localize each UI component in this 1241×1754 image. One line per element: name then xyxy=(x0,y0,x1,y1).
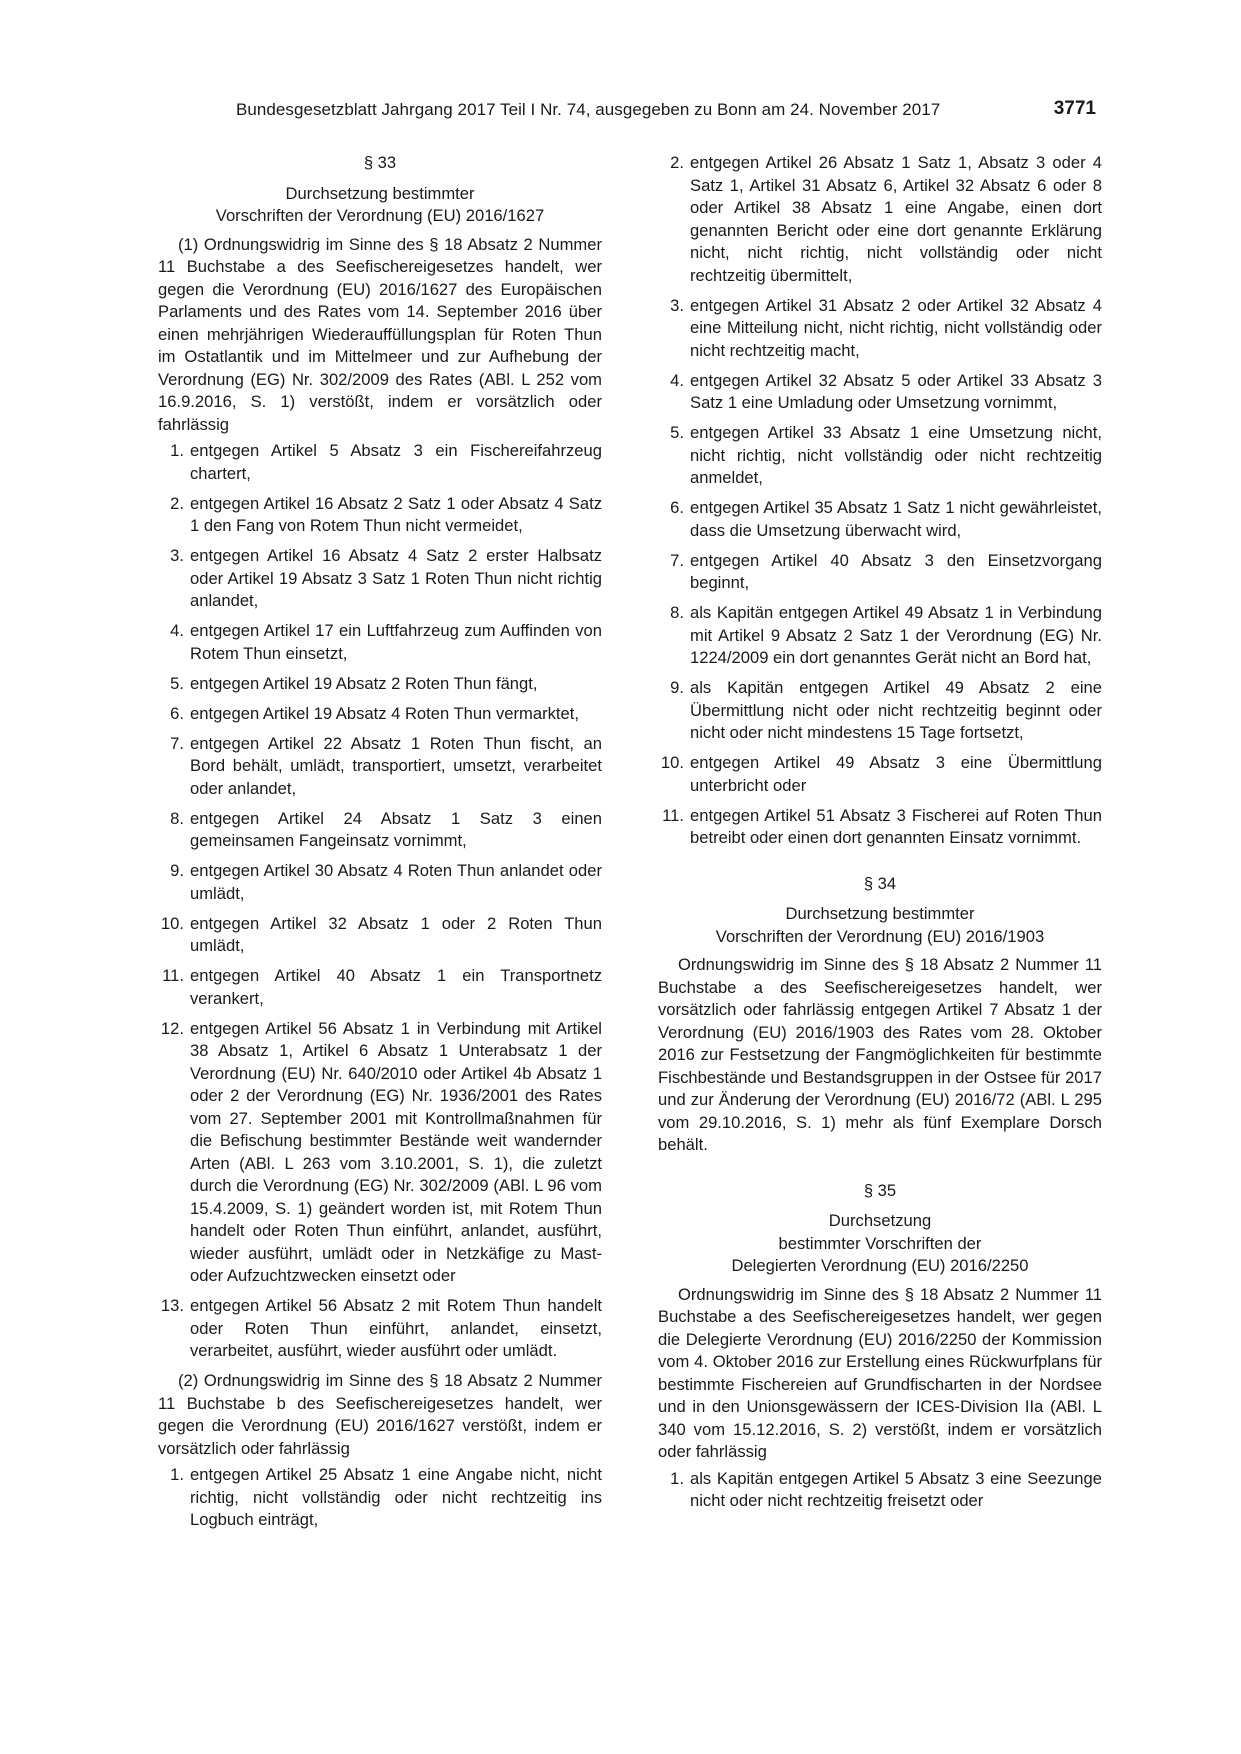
section-35-paragraph: Ordnungswidrig im Sinne des § 18 Absatz 2 Nummer 11 Buchstabe a des Seefischereigesetzes handelt, wer gegen die Delegierte Verordnung (EU) 2016/2250 der Kommission vom 4. Oktober 2016 zur Erstellung eines Rückwurfplans für bestimmte Fischereien auf Grundfischarten in der Nordsee und in den Unionsgewässern der ICES-Division IIa (ABl. L 340 vom 15.12.2016, S. 2) verstößt, indem er vorsätzlich oder fahrlässig xyxy=(658,1284,1102,1461)
list-item-text: entgegen Artikel 31 Absatz 2 oder Artikel 32 Absatz 4 eine Mitteilung nicht, nicht richtig, nicht vollständig oder nicht rechtzeitig macht, xyxy=(690,295,1102,360)
section-34-paragraph: Ordnungswidrig im Sinne des § 18 Absatz 2 Nummer 11 Buchstabe a des Seefischereigesetzes handelt, wer vorsätzlich oder fahrlässig entgegen Artikel 7 Absatz 1 der Verordnung (EU) 2016/1903 des Rates vom 28. Oktober 2016 zur Festsetzung der Fangmöglichkeiten für bestimmte Fischbestände und Bestandsgruppen in der Ostsee für 2017 und zur Änderung der Verordnung (EU) 2016/72 (ABl. L 295 vom 29.10.2016, S. 1) mehr als fünf Exemplare Dorsch behält. xyxy=(658,955,1102,1154)
section-33-title-line-2: Vorschriften der Verordnung (EU) 2016/1627 xyxy=(215,206,545,225)
list-item xyxy=(158,1464,602,1532)
list-item-number: 5. xyxy=(170,673,184,693)
section-33-title-line-1: Durchsetzung bestimmter xyxy=(285,183,475,203)
list-item-text: entgegen Artikel 5 Absatz 3 ein Fischereifahrzeug chartert, xyxy=(190,441,602,483)
list-item xyxy=(658,422,1102,490)
list-item-text: entgegen Artikel 32 Absatz 1 oder 2 Roten Thun umlädt, xyxy=(190,913,602,955)
list-item-text: entgegen Artikel 19 Absatz 2 Roten Thun fängt, xyxy=(190,673,538,693)
left-column xyxy=(158,152,602,1539)
section-35-title-line-3: Delegierten Verordnung (EU) 2016/2250 xyxy=(731,1256,1029,1275)
list-item-text: entgegen Artikel 19 Absatz 4 Roten Thun vermarktet, xyxy=(190,703,579,723)
list-item xyxy=(158,620,602,665)
section-33-p1-list xyxy=(158,440,602,1363)
list-item-text: als Kapitän entgegen Artikel 49 Absatz 1 in Verbindung mit Artikel 9 Absatz 2 Satz 1 der Verordnung (EG) Nr. 1224/2009 ein dort genanntes Gerät nicht an Bord hat, xyxy=(690,603,1102,667)
page-header xyxy=(158,98,1096,126)
list-item xyxy=(158,673,602,696)
list-item xyxy=(158,733,602,801)
list-item-number: 9. xyxy=(670,678,684,697)
list-item-number: 11. xyxy=(662,805,684,825)
list-item-text: als Kapitän entgegen Artikel 5 Absatz 3 eine Seezunge nicht oder nicht rechtzeitig freisetzt oder xyxy=(690,1468,1102,1510)
list-item-number: 10. xyxy=(160,913,184,933)
list-item-text: entgegen Artikel 30 Absatz 4 Roten Thun anlandet oder umlädt, xyxy=(190,861,602,903)
list-item-number: 2. xyxy=(170,493,184,513)
list-item xyxy=(658,805,1102,850)
list-item-number: 10. xyxy=(660,753,684,772)
list-item-number: 12. xyxy=(160,1018,184,1038)
list-item-number: 4. xyxy=(670,370,684,390)
list-item-number: 4. xyxy=(170,621,184,640)
list-item-text: entgegen Artikel 24 Absatz 1 Satz 3 einen gemeinsamen Fangeinsatz vornimmt, xyxy=(190,808,602,850)
list-item-number: 5. xyxy=(670,423,684,442)
list-item-text: entgegen Artikel 56 Absatz 2 mit Rotem Thun handelt oder Roten Thun einführt, anlandet, einsetzt, verarbeitet, ausführt, wieder ausführt oder umlädt. xyxy=(190,1296,602,1360)
list-item-text: entgegen Artikel 33 Absatz 1 eine Umsetzung nicht, nicht richtig, nicht vollständig oder nicht rechtzeitig anmeldet, xyxy=(690,423,1102,487)
list-item-number: 3. xyxy=(170,546,184,565)
section-35-heading: § 35 xyxy=(863,1180,897,1200)
section-33-p2-list-right xyxy=(658,152,1102,850)
list-item-text: als Kapitän entgegen Artikel 49 Absatz 2 eine Übermittlung nicht oder nicht rechtzeitig beginnt oder nicht oder nicht mindestens 15 Tage fortsetzt, xyxy=(690,678,1102,742)
list-item-number: 1. xyxy=(170,1465,184,1484)
section-33-paragraph-1: (1) Ordnungswidrig im Sinne des § 18 Absatz 2 Nummer 11 Buchstabe a des Seefischereigesetzes handelt, wer gegen die Verordnung (EU) 2016/1627 des Europäischen Parlaments und des Rates vom 14. September 2016 über einen mehrjährigen Wiederauffüllungsplan für Roten Thun im Ostatlantik und im Mittelmeer und zur Aufhebung der Verordnung (EG) Nr. 302/2009 des Rates (ABl. L 252 vom 16.9.2016, S. 1) verstößt, indem er vorsätzlich oder fahrlässig xyxy=(158,234,602,434)
list-item-text: entgegen Artikel 40 Absatz 1 ein Transportnetz verankert, xyxy=(190,966,602,1008)
list-item-number: 7. xyxy=(170,733,184,753)
list-item-number: 8. xyxy=(170,808,184,828)
list-item-text: entgegen Artikel 16 Absatz 4 Satz 2 erster Halbsatz oder Artikel 19 Absatz 3 Satz 1 Roten Thun nicht richtig anlandet, xyxy=(190,546,602,610)
list-item xyxy=(658,1468,1102,1513)
list-item xyxy=(658,550,1102,595)
section-35-list xyxy=(658,1468,1102,1513)
list-item-number: 3. xyxy=(670,295,684,315)
header-text: Bundesgesetzblatt Jahrgang 2017 Teil I Nr. 74, ausgegeben zu Bonn am 24. November 2017 xyxy=(236,100,941,119)
list-item xyxy=(658,677,1102,745)
list-item-number: 1. xyxy=(170,441,184,460)
list-item-number: 6. xyxy=(170,703,184,723)
list-item xyxy=(658,295,1102,363)
section-34-title-line-2: Vorschriften der Verordnung (EU) 2016/1903 xyxy=(715,926,1045,946)
list-item-number: 6. xyxy=(670,498,684,517)
list-item-text: entgegen Artikel 35 Absatz 1 Satz 1 nicht gewährleistet, dass die Umsetzung überwacht wird, xyxy=(690,498,1102,540)
list-item xyxy=(658,152,1102,287)
list-item xyxy=(158,965,602,1010)
section-35-title-line-1: Durchsetzung xyxy=(828,1211,932,1230)
list-item-text: entgegen Artikel 40 Absatz 3 den Einsetzvorgang beginnt, xyxy=(690,550,1102,592)
list-item-number: 11. xyxy=(162,966,184,985)
list-item-number: 13. xyxy=(160,1296,184,1315)
list-item xyxy=(658,602,1102,670)
list-item-text: entgegen Artikel 56 Absatz 1 in Verbindung mit Artikel 38 Absatz 1, Artikel 6 Absatz 1 Unterabsatz 1 der Verordnung (EU) Nr. 640/2010 oder Artikel 4b Absatz 1 oder 2 der Verordnung (EG) Nr. 1936/2001 des Rates vom 27. September 2001 mit Kontrollmaßnahmen für die Befischung bestimmter Bestände weit wandernder Arten (ABl. L 263 vom 3.10.2001, S. 1), die zuletzt durch die Verordnung (EG) Nr. 302/2009 (ABl. L 96 vom 15.4.2009, S. 1) geändert worden ist, mit Rotem Thun handelt oder Roten Thun einführt, anlandet, ausführt, wieder ausführt, umlädt oder in Netzkäfige zu Mast- oder Aufzuchtzwecken einsetzt oder xyxy=(190,1018,602,1285)
list-item xyxy=(158,1295,602,1363)
list-item-number: 8. xyxy=(670,603,684,622)
list-item xyxy=(158,860,602,905)
list-item-number: 2. xyxy=(670,153,684,172)
list-item xyxy=(658,752,1102,797)
list-item-text: entgegen Artikel 16 Absatz 2 Satz 1 oder Absatz 4 Satz 1 den Fang von Rotem Thun nicht vermeidet, xyxy=(190,493,602,535)
list-item xyxy=(158,493,602,538)
list-item-number: 1. xyxy=(670,1468,684,1488)
list-item xyxy=(658,497,1102,542)
section-33-heading: § 33 xyxy=(363,153,397,172)
list-item-text: entgegen Artikel 26 Absatz 1 Satz 1, Absatz 3 oder 4 Satz 1, Artikel 31 Absatz 6, Artikel 32 Absatz 6 oder 8 oder Artikel 38 Absatz 1 eine Angabe, einen dort genannten Bericht oder eine dort genannte Erklärung nicht, nicht richtig, nicht vollständig oder nicht rechtzeitig übermittelt, xyxy=(690,153,1102,285)
section-34-heading: § 34 xyxy=(863,873,897,893)
list-item xyxy=(158,545,602,613)
list-item xyxy=(158,913,602,958)
section-35-title-line-2: bestimmter Vorschriften der xyxy=(778,1233,982,1253)
list-item xyxy=(158,808,602,853)
list-item-text: entgegen Artikel 32 Absatz 5 oder Artikel 33 Absatz 3 Satz 1 eine Umladung oder Umsetzung vornimmt, xyxy=(690,370,1102,412)
list-item-text: entgegen Artikel 51 Absatz 3 Fischerei auf Roten Thun betreibt oder einen dort genannten Einsatz vornimmt. xyxy=(690,805,1102,847)
list-item-text: entgegen Artikel 49 Absatz 3 eine Übermittlung unterbricht oder xyxy=(690,753,1102,795)
list-item xyxy=(158,703,602,726)
list-item-number: 9. xyxy=(170,861,184,880)
page-number: 3771 xyxy=(1053,98,1096,119)
section-33-paragraph-2: (2) Ordnungswidrig im Sinne des § 18 Absatz 2 Nummer 11 Buchstabe b des Seefischereigesetzes handelt, wer gegen die Verordnung (EU) 2016/1627 verstößt, indem er vorsätzlich oder fahrlässig xyxy=(158,1371,602,1458)
section-33-title xyxy=(158,183,602,228)
section-33-p2-list-left xyxy=(158,1464,602,1532)
list-item xyxy=(158,440,602,485)
section-35-title xyxy=(658,1210,1102,1278)
list-item xyxy=(658,370,1102,415)
list-item-number: 7. xyxy=(670,550,684,570)
list-item xyxy=(158,1018,602,1288)
right-column xyxy=(658,152,1102,1520)
list-item-text: entgegen Artikel 17 ein Luftfahrzeug zum Auffinden von Rotem Thun einsetzt, xyxy=(190,621,602,663)
list-item-text: entgegen Artikel 22 Absatz 1 Roten Thun fischt, an Bord behält, umlädt, transportiert, umsetzt, verarbeitet oder anlandet, xyxy=(190,733,602,798)
list-item-text: entgegen Artikel 25 Absatz 1 eine Angabe nicht, nicht richtig, nicht vollständig oder nicht rechtzeitig ins Logbuch einträgt, xyxy=(190,1465,602,1529)
section-34-title-line-1: Durchsetzung bestimmter xyxy=(785,904,975,923)
section-34-title xyxy=(658,903,1102,948)
